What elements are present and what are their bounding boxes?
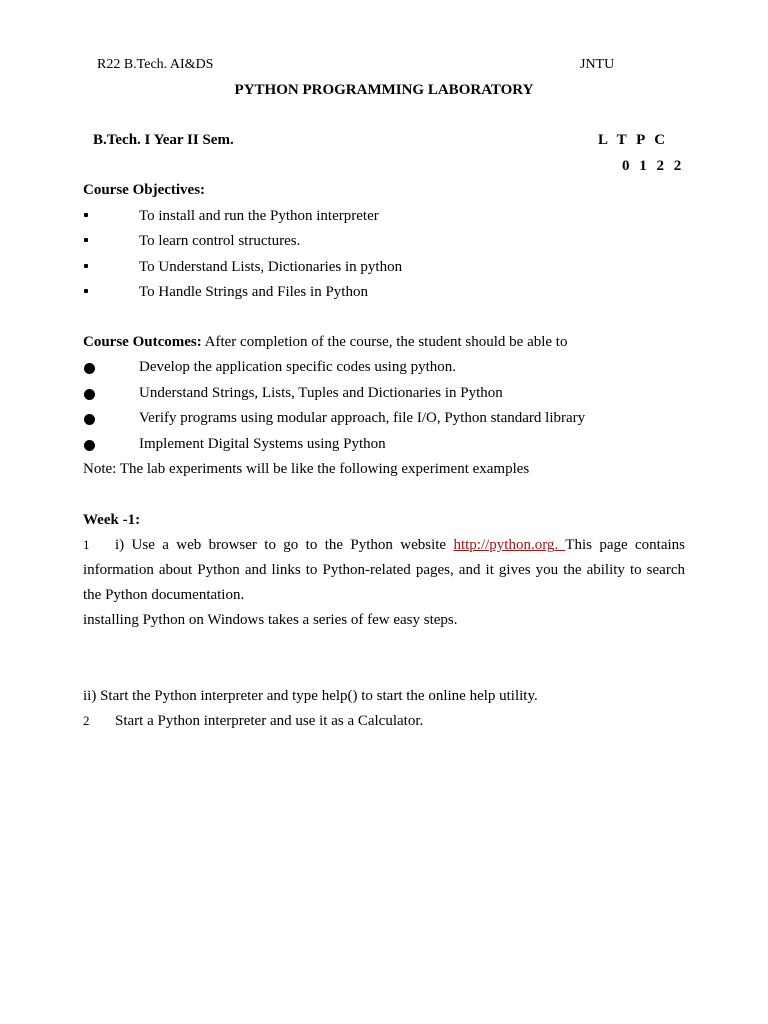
outcome-item: Develop the application specific codes using python. [139,359,456,375]
experiment-1-paragraph [83,532,685,608]
install-line: installing Python on Windows takes a series of few easy steps. [83,612,458,628]
ltpc-labels: L T P C [598,132,666,148]
bullet-dot-icon [84,440,95,451]
bullet-icon [84,213,88,217]
outcomes-heading: Course Outcomes: [83,334,202,350]
outcome-item: Implement Digital Systems using Python [139,436,386,452]
bullet-dot-icon [84,414,95,425]
course-year-sem: B.Tech. I Year II Sem. [93,132,234,148]
bullet-dot-icon [84,363,95,374]
week1-heading: Week -1: [83,512,141,528]
experiment-2-line [83,711,423,731]
outcome-item: Verify programs using modular approach, file I/O, Python standard library [139,410,586,426]
experiment-number: 1 [83,537,90,552]
experiment-2-text: Start a Python interpreter and use it as a Calculator. [115,713,424,729]
page-title: PYTHON PROGRAMMING LABORATORY [234,82,534,98]
objective-item: To install and run the Python interpreter [139,208,379,224]
bullet-icon [84,264,88,268]
bullet-icon [84,238,88,242]
experiment-1-text-b: This page contains information about Python and links to Python-related pages, and it gives you the ability to search the Python documentation. [83,537,685,603]
running-header-right [580,52,640,72]
objective-item: To learn control structures. [139,233,301,249]
experiment-1-ii: ii) Start the Python interpreter and type help() to start the online help utility. [83,688,538,704]
objectives-heading: Course Objectives: [83,182,206,198]
running-header-right-text: JNTU [580,57,615,72]
running-header-left-text: R22 B.Tech. AI&DS [97,57,214,72]
experiment-1-text-a: i) Use a web browser to go to the Python website [115,537,454,553]
bullet-icon [84,289,88,293]
outcome-item: Understand Strings, Lists, Tuples and Dictionaries in Python [139,385,503,401]
outcomes-paragraph [83,332,567,352]
note-line: Note: The lab experiments will be like the following experiment examples [83,461,530,477]
bullet-dot-icon [84,389,95,400]
objective-item: To Understand Lists, Dictionaries in python [139,259,403,275]
ltpc-values: 0 1 2 2 [622,158,682,174]
running-header-left [97,52,257,72]
objective-item: To Handle Strings and Files in Python [139,284,368,300]
outcomes-intro: After completion of the course, the student should be able to [201,334,568,350]
experiment-number: 2 [83,713,90,728]
python-org-link[interactable]: http://python.org [453,537,555,553]
python-org-link-tail[interactable]: . [554,537,566,553]
